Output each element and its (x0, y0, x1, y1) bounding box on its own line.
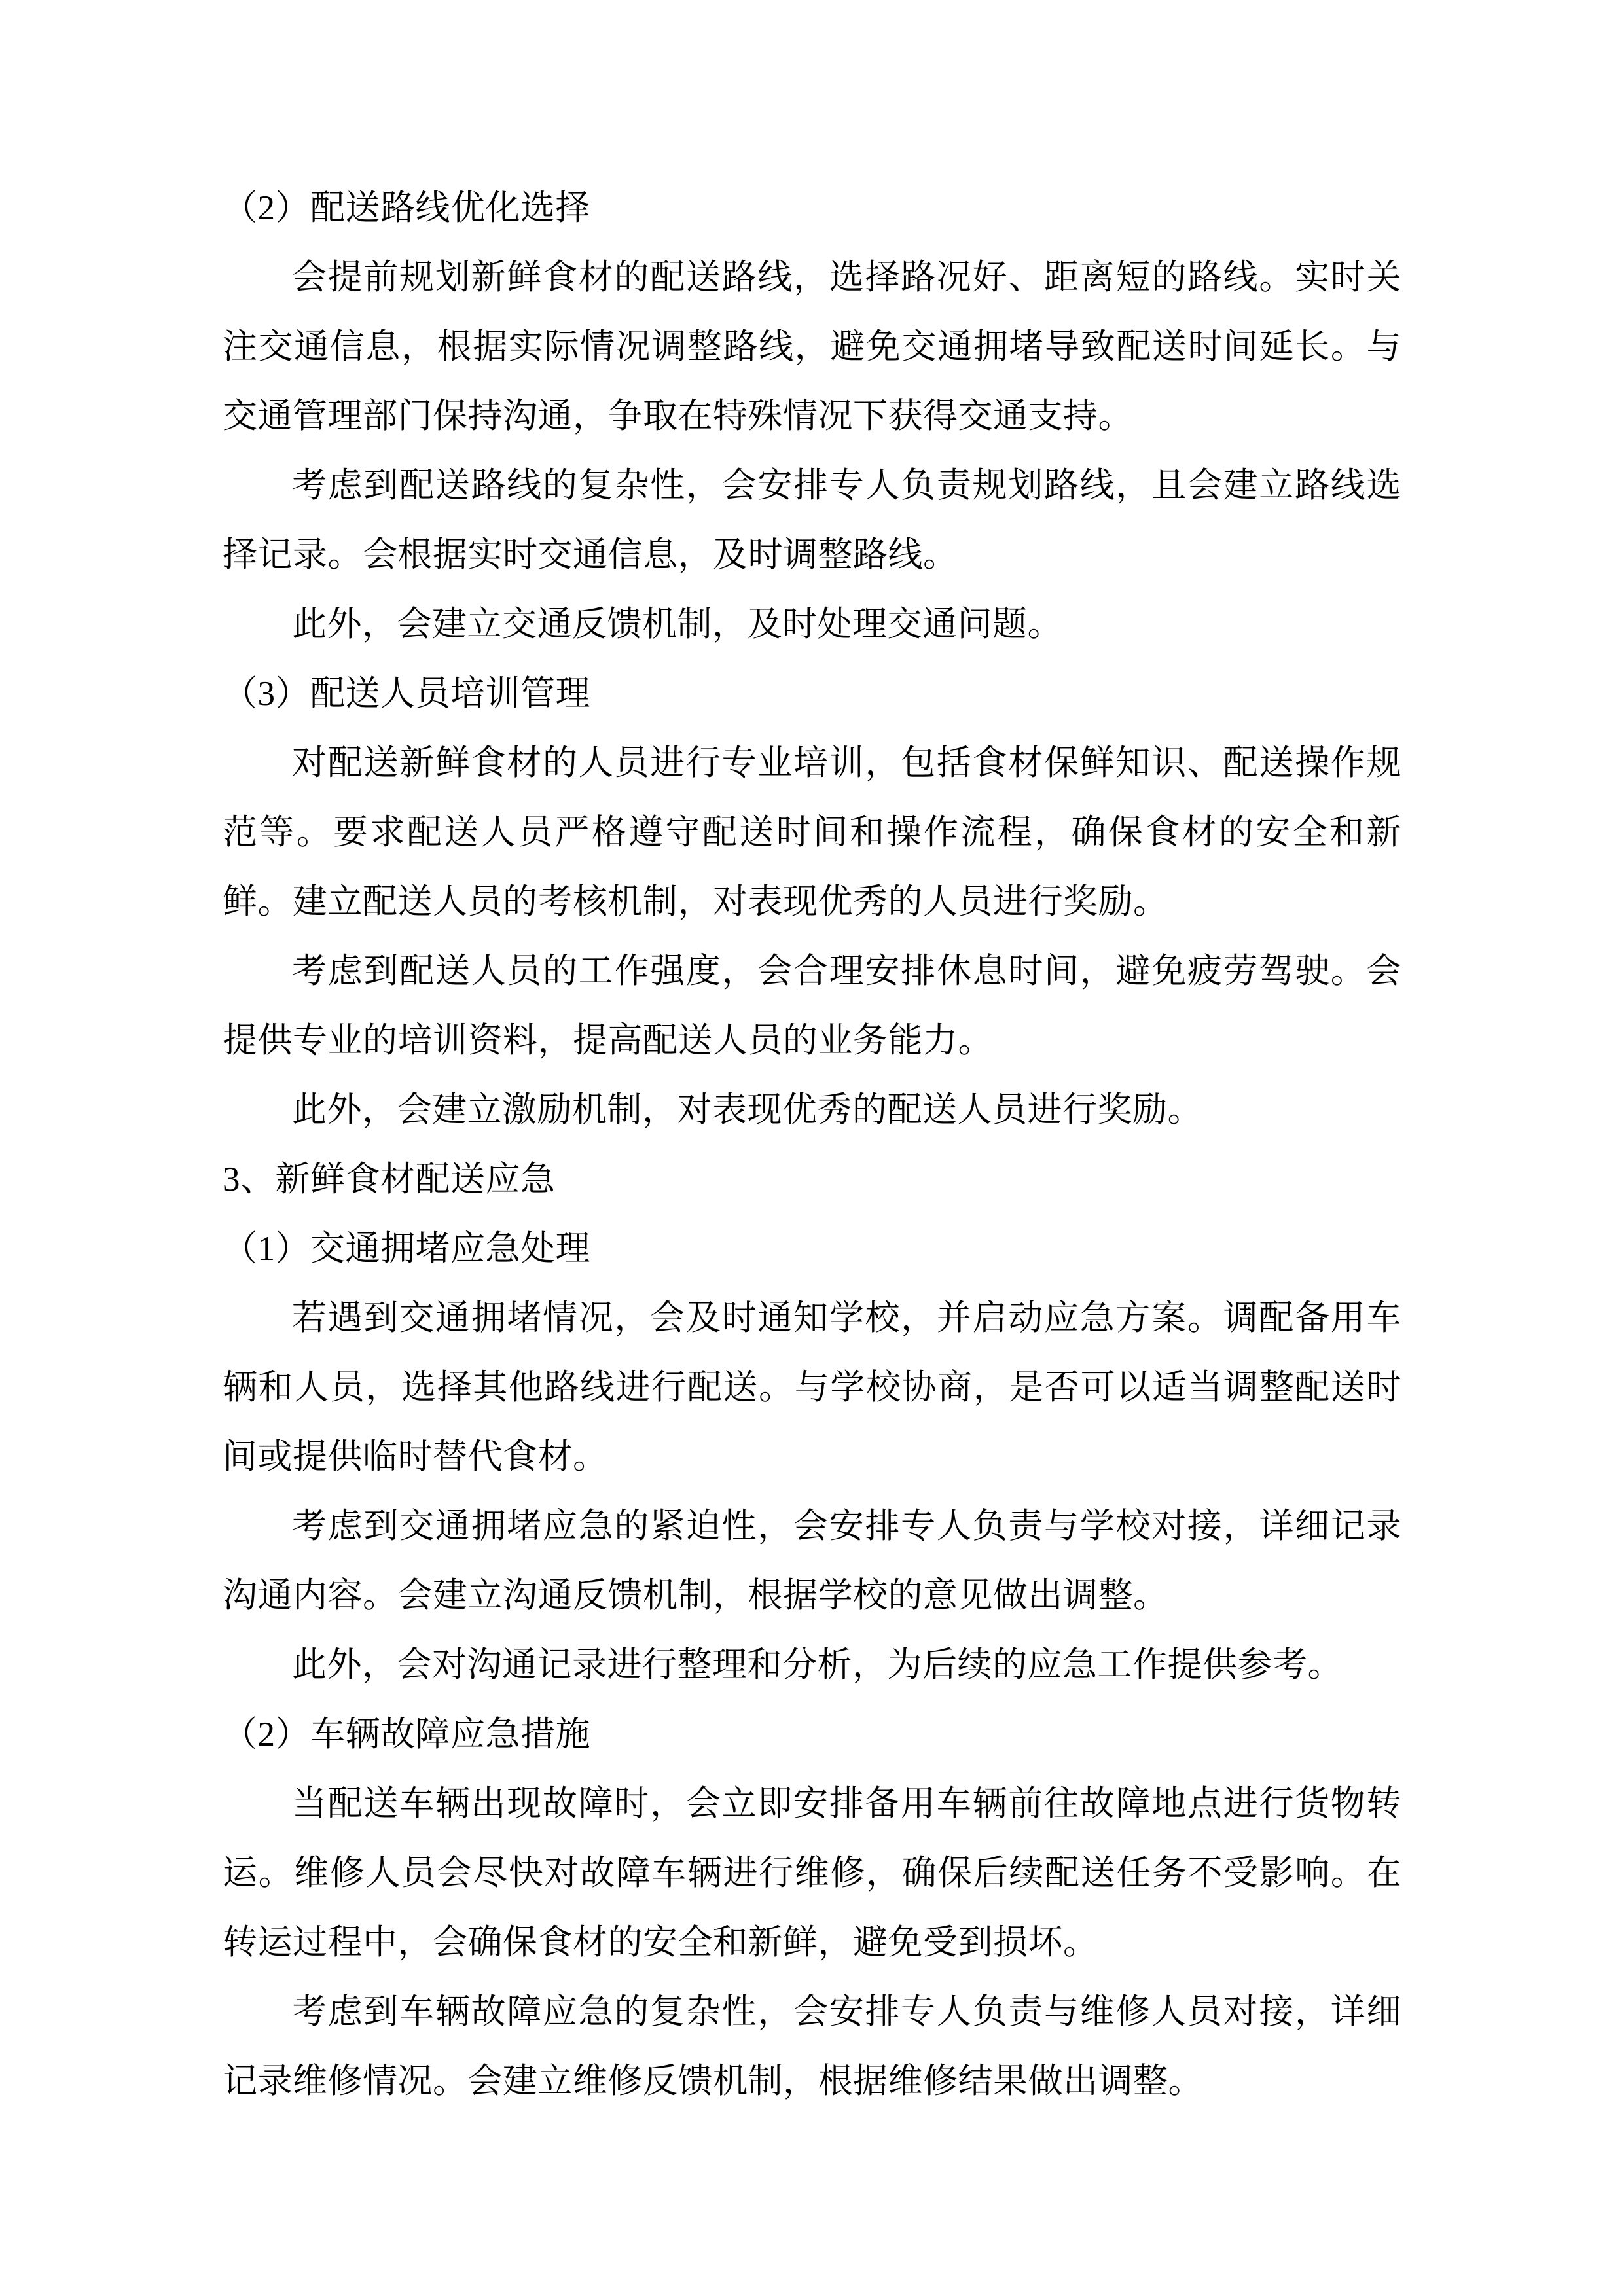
paragraph: 考虑到车辆故障应急的复杂性，会安排专人负责与维修人员对接，详细记录维修情况。会建立维修反馈机制，根据维修结果做出调整。 (223, 1993, 1401, 2100)
paragraph: 当配送车辆出现故障时，会立即安排备用车辆前往故障地点进行货物转运。维修人员会尽快对故障车辆进行维修，确保后续配送任务不受影响。在转运过程中，会确保食材的安全和新鲜，避免受到损坏。 (223, 1785, 1401, 1962)
section-heading: （2）车辆故障应急措施 (223, 1715, 590, 1753)
paragraph: 会提前规划新鲜食材的配送路线，选择路况好、距离短的路线。实时关注交通信息，根据实际情况调整路线，避免交通拥堵导致配送时间延长。与交通管理部门保持沟通，争取在特殊情况下获得交通支持。 (223, 259, 1401, 435)
paragraph: 考虑到交通拥堵应急的紧迫性，会安排专人负责与学校对接，详细记录沟通内容。会建立沟通反馈机制，根据学校的意见做出调整。 (223, 1507, 1401, 1615)
paragraph: 此外，会对沟通记录进行整理和分析，为后续的应急工作提供参考。 (292, 1646, 1343, 1684)
paragraph: 若遇到交通拥堵情况，会及时通知学校，并启动应急方案。调配备用车辆和人员，选择其他路线进行配送。与学校协商，是否可以适当调整配送时间或提供临时替代食材。 (223, 1299, 1401, 1476)
paragraph: 考虑到配送路线的复杂性，会安排专人负责规划路线，且会建立路线选择记录。会根据实时交通信息，及时调整路线。 (223, 467, 1401, 574)
paragraph: 对配送新鲜食材的人员进行专业培训，包括食材保鲜知识、配送操作规范等。要求配送人员严格遵守配送时间和操作流程，确保食材的安全和新鲜。建立配送人员的考核机制，对表现优秀的人员进行奖励。 (223, 744, 1401, 921)
paragraph: 此外，会建立交通反馈机制，及时处理交通问题。 (292, 605, 1062, 643)
section-heading: （2）配送路线优化选择 (223, 189, 590, 227)
paragraph: 此外，会建立激励机制，对表现优秀的配送人员进行奖励。 (292, 1091, 1202, 1129)
section-heading: 3、新鲜食材配送应急 (223, 1160, 556, 1198)
paragraph: 考虑到配送人员的工作强度，会合理安排休息时间，避免疲劳驾驶。会提供专业的培训资料，提高配送人员的业务能力。 (223, 952, 1401, 1060)
section-heading: （3）配送人员培训管理 (223, 675, 590, 713)
section-heading: （1）交通拥堵应急处理 (223, 1230, 590, 1268)
